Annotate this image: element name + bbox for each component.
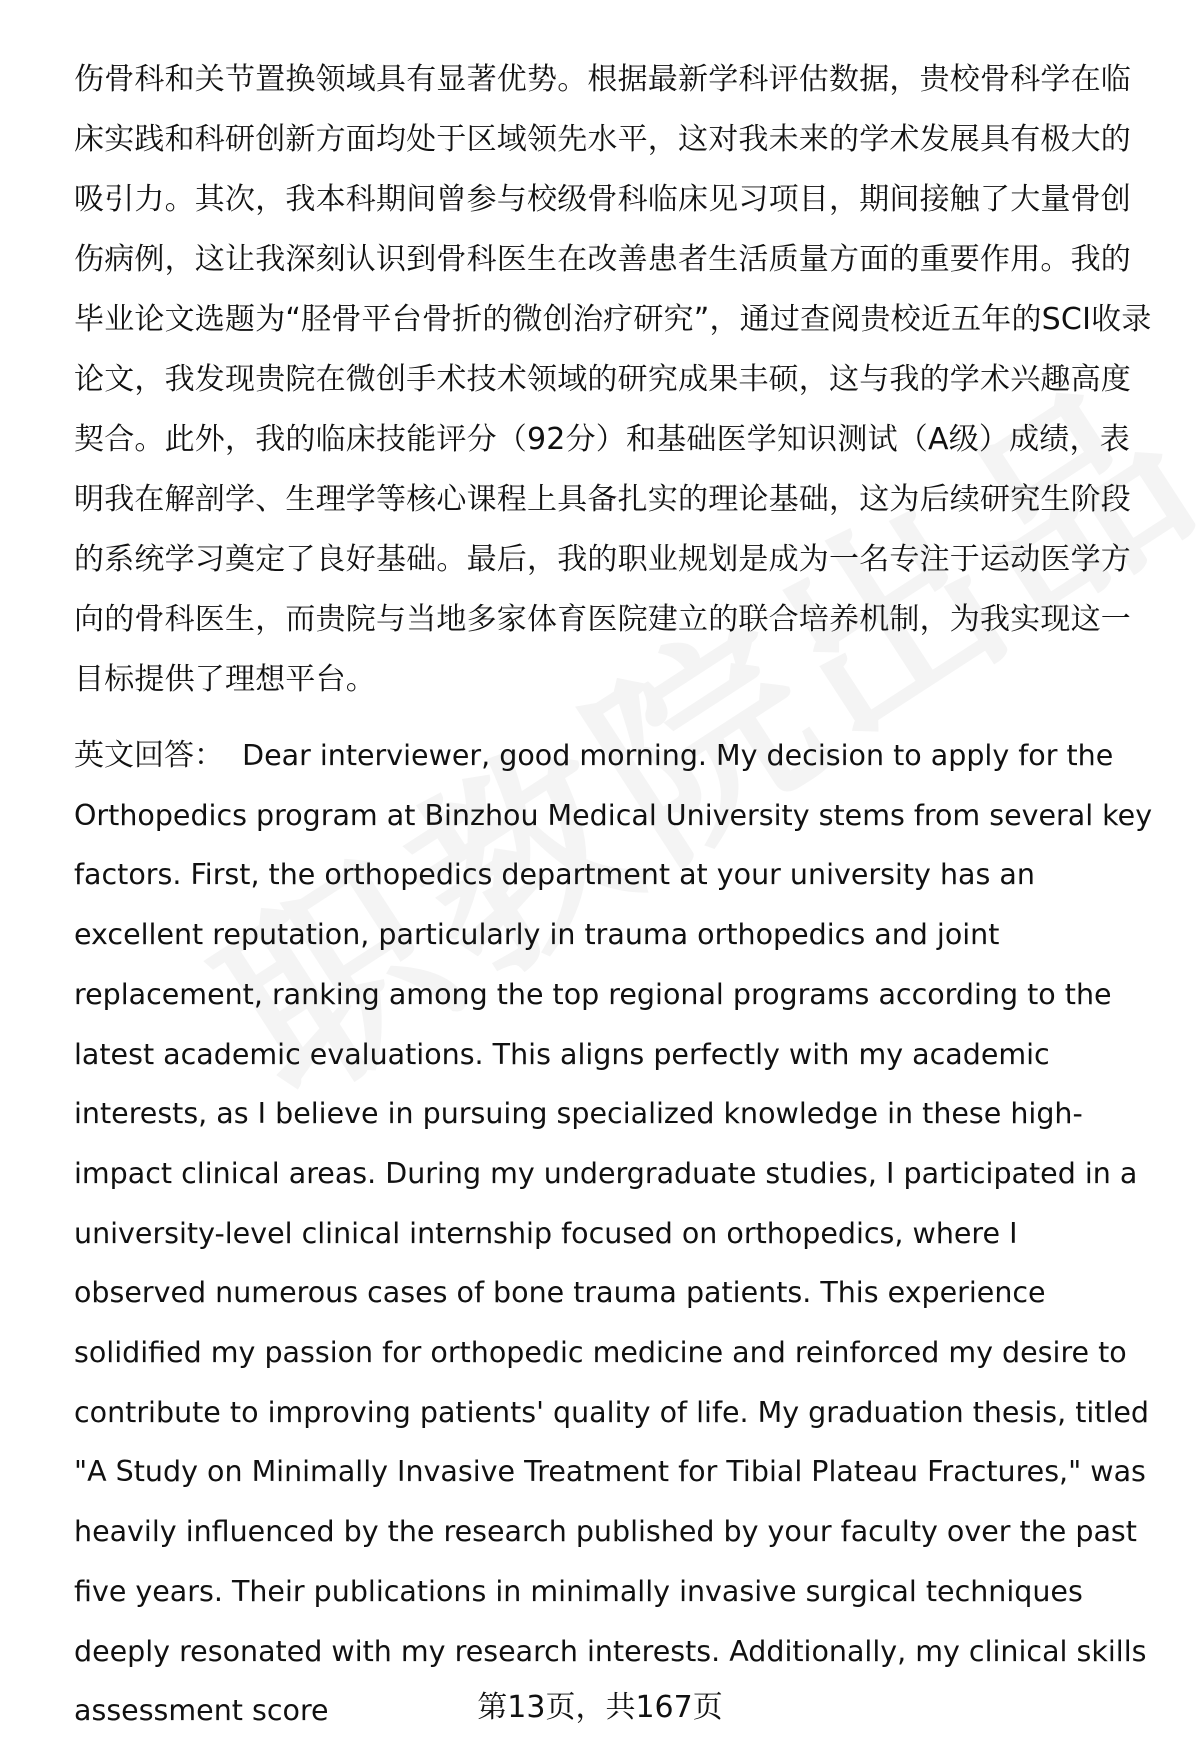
chinese-answer-paragraph: 伤骨科和关节置换领域具有显著优势。根据最新学科评估数据，贵校骨科学在临床实践和科研创新方面均处于区域领先水平，这对我未来的学术发展具有极大的吸引力。其次，我本科期间曾参与校级骨科临床见习项目，期间接触了大量骨创伤病例，这让我深刻认识到骨科医生在改善患者生活质量方面的重要作用。我的毕业论文选题为“胫骨平台骨折的微创治疗研究”，通过查阅贵校近五年的SCI收录论文，我发现贵院在微创手术技术领域的研究成果丰硕，这与我的学术兴趣高度契合。此外，我的临床技能评分（92分）和基础医学知识测试（A级）成绩，表明我在解剖学、生理学等核心课程上具备扎实的理论基础，这为后续研究生阶段的系统学习奠定了良好基础。最后，我的职业规划是成为一名专注于运动医学方向的骨科医生，而贵院与当地多家体育医院建立的联合培养机制，为我实现这一目标提供了理想平台。 [74, 62, 1152, 697]
english-answer-label: 英文回答： [74, 738, 224, 773]
document-body [74, 50, 1156, 1741]
english-answer-paragraph [74, 726, 1156, 1741]
page-number-footer: 第13页，共167页 [477, 1690, 723, 1725]
english-answer-text: Dear interviewer, good morning. My decision to apply for the Orthopedics program at Binzhou Medical University stems from several key factors. First, the orthopedics department at your university has an excellent reputation, particularly in trauma orthopedics and joint replacement, ranking among the top regional programs according to the latest academic evaluations. This aligns perfectly with my academic interests, as I believe in pursuing specialized knowledge in these high-impact clinical areas. During my undergraduate studies, I participated in a university-level clinical internship focused on orthopedics, where I observed numerous cases of bone trauma patients. This experience solidified my passion for orthopedic medicine and reinforced my desire to contribute to improving patients' quality of life. My graduation thesis, titled "A Study on Minimally Invasive Treatment for Tibial Plateau Fractures," was heavily influenced by the research published by your faculty over the past five years. Their publications in minimally invasive surgical techniques deeply resonated with my research interests. Additionally, my clinical skills assessment score [74, 739, 1153, 1728]
